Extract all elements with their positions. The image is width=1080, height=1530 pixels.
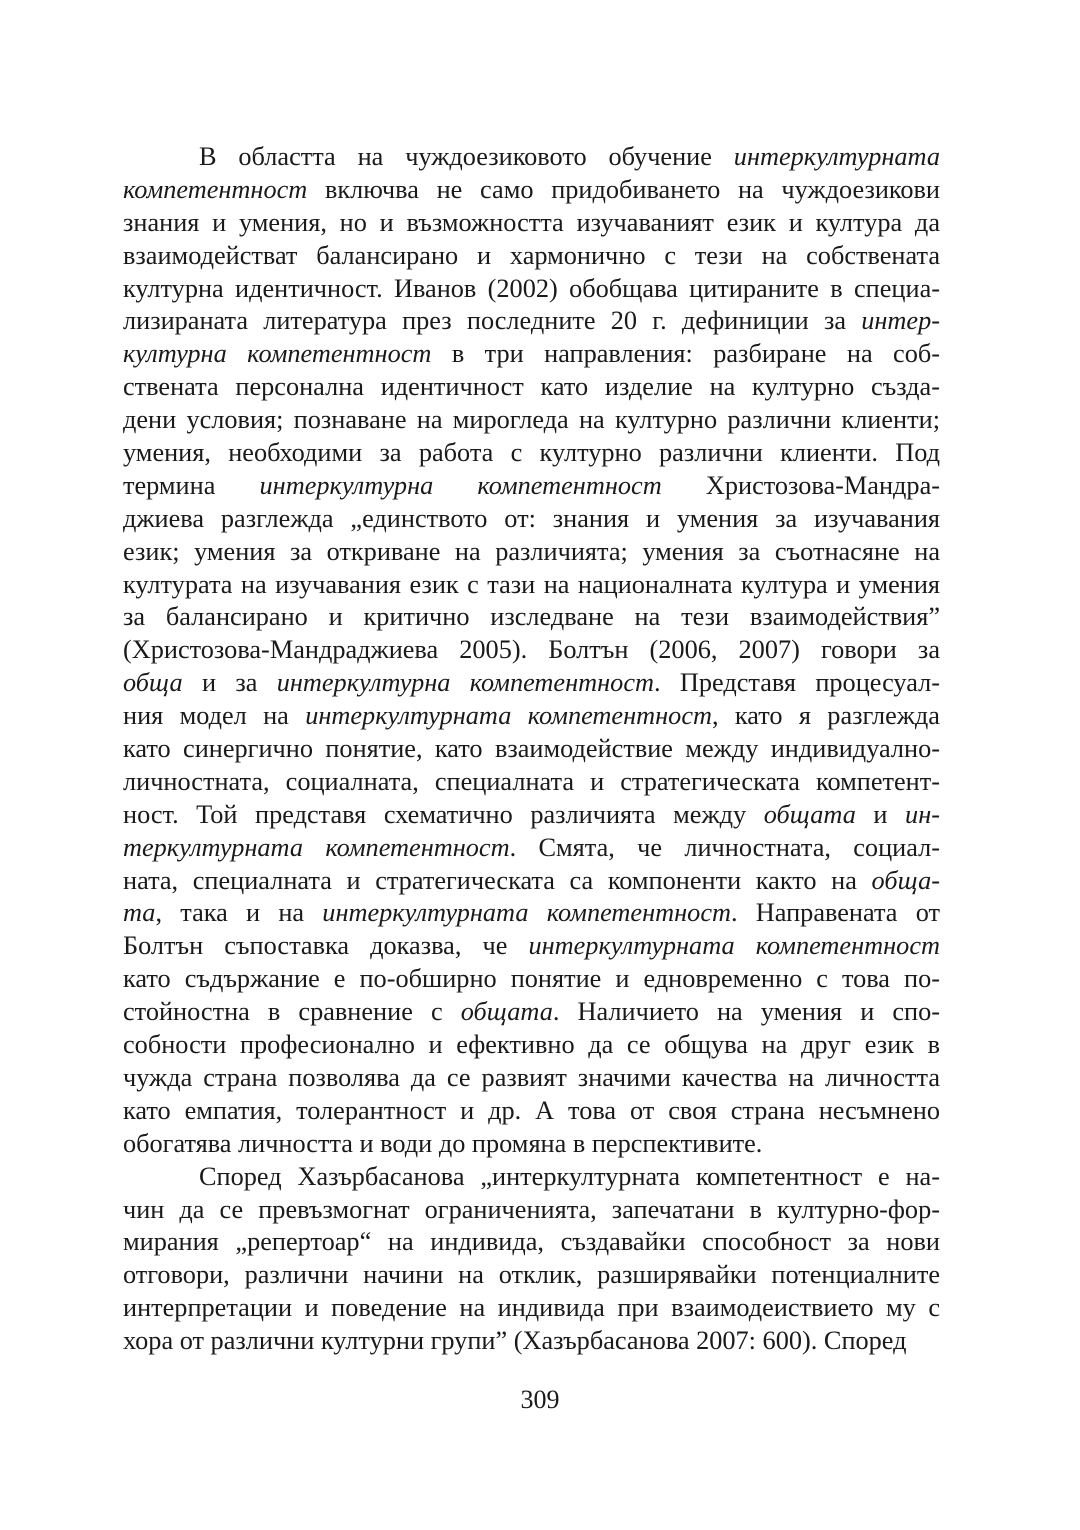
italic-term: та xyxy=(123,898,156,928)
text-line xyxy=(123,700,940,733)
paragraph-1 xyxy=(123,141,940,1161)
text-segment: като емпатия, толерантност и др. А това от своя страна несъмнено xyxy=(123,1095,940,1125)
text-segment: хора от различни културни групи” (Хазърбасанова 2007: 600). Според xyxy=(123,1326,907,1356)
italic-term: интеркултурната xyxy=(733,142,940,171)
text-segment: за балансирано и критично изследване на тези взаимодействия” xyxy=(123,602,940,632)
text-line xyxy=(123,601,940,634)
text-line xyxy=(123,1161,940,1194)
text-line xyxy=(123,799,940,832)
text-line xyxy=(123,1325,940,1358)
text-segment: умения, необходими за работа с културно различни клиенти. Под xyxy=(123,438,940,468)
italic-term: общата xyxy=(763,799,856,829)
italic-term: интеркултурна компетентност xyxy=(276,668,654,698)
italic-term: компетентност xyxy=(123,174,308,204)
italic-term: интеркултурната компетентност xyxy=(322,898,731,928)
text-line xyxy=(123,174,940,207)
text-segment: отговори, различни начини на отклик, разширявайки потенциалните xyxy=(123,1260,940,1290)
text-segment: език; умения за откриване на различията; умения за съотнасяне на xyxy=(123,536,940,566)
text-line xyxy=(123,1128,940,1161)
text-segment: . Направената от xyxy=(730,898,940,928)
text-line xyxy=(123,1259,940,1292)
text-line xyxy=(123,338,940,371)
text-line xyxy=(123,305,940,338)
text-segment: като синергично понятие, като взаимодействие между индивидуално- xyxy=(123,734,940,764)
text-segment: чин да се превъзмогнат ограниченията, запечатани в културно-фор- xyxy=(123,1194,940,1224)
text-segment: ния модел на xyxy=(123,701,306,731)
text-segment: Христозова-Мандра- xyxy=(661,470,941,500)
text-segment: включва не само придобиването на чуждоезикови xyxy=(307,174,940,204)
text-line xyxy=(123,273,940,306)
text-segment: джиева разглежда „единството от: знания и умения за изучавания xyxy=(123,503,940,533)
text-segment: чужда страна позволява да се развият значими качества на личността xyxy=(123,1062,940,1092)
text-line xyxy=(123,963,940,996)
text-line xyxy=(123,832,940,865)
text-segment: мирания „репертоар“ на индивида, създавайки способност за нови xyxy=(123,1227,940,1257)
text-segment: собности професионално и ефективно да се общува на друг език в xyxy=(123,1030,940,1060)
text-line xyxy=(123,1029,940,1062)
text-line xyxy=(123,536,940,569)
text-segment: В областта на чуждоезиковото обучение xyxy=(199,142,734,171)
text-segment: ност. Той представя схематично различията между xyxy=(123,799,764,829)
text-line xyxy=(123,1095,940,1128)
text-segment: . Наличието на умения и спо- xyxy=(552,997,940,1027)
text-line xyxy=(123,207,940,240)
text-line xyxy=(123,404,940,437)
text-segment: дени условия; познаване на мирогледа на културно различни клиенти; xyxy=(123,405,940,435)
text-segment: и за xyxy=(182,668,277,698)
text-segment: ствената персонална идентичност като изделие на културно създа- xyxy=(123,372,940,402)
italic-term: интеркултурната компетентност xyxy=(305,701,712,731)
italic-term: интеркултурна компетентност xyxy=(259,470,662,500)
text-line xyxy=(123,733,940,766)
text-line xyxy=(123,996,940,1029)
text-line xyxy=(123,667,940,700)
text-line xyxy=(123,930,940,963)
text-segment: знания и умения, но и възможността изучаваният език и култура да xyxy=(123,207,940,237)
italic-term: културна компетентност xyxy=(123,339,432,369)
text-segment: термина xyxy=(123,470,260,500)
text-segment: . Представя процесуал- xyxy=(654,668,940,698)
italic-term: общата xyxy=(460,997,553,1027)
text-line xyxy=(123,437,940,470)
text-line xyxy=(123,1292,940,1325)
text-line xyxy=(123,1194,940,1227)
text-segment: (Христозова-Мандраджиева 2005). Болтън (2006, 2007) говори за xyxy=(123,635,940,665)
text-segment: интерпретации и поведение на индивида при взаимодеиствието му с xyxy=(123,1293,940,1323)
text-line xyxy=(123,766,940,799)
text-line xyxy=(123,865,940,898)
text-segment: личностната, социалната, специалната и стратегическата компетент- xyxy=(123,766,940,796)
italic-term: обща xyxy=(123,668,183,698)
text-line xyxy=(123,634,940,667)
text-segment: , като я разглежда xyxy=(711,701,940,731)
text-segment: лизираната литература през последните 20 г. дефиниции за xyxy=(123,306,862,336)
text-segment: взаимодействат балансирано и хармонично с тези на собствената xyxy=(123,240,940,270)
italic-term: интеркултурната компетентност xyxy=(528,931,940,961)
page-number: 309 xyxy=(520,1385,560,1414)
text-line xyxy=(123,569,940,602)
text-line xyxy=(123,1226,940,1259)
text-line xyxy=(123,470,940,503)
text-segment: . Смята, че личностната, социал- xyxy=(509,832,941,862)
text-segment: културна идентичност. Иванов (2002) обобщава цитираните в специа- xyxy=(123,273,940,303)
text-segment: ната, специалната и стратегическата са компоненти както на xyxy=(123,865,872,895)
text-segment: културата на изучавания език с тази на националната култура и умения xyxy=(123,569,940,599)
text-line xyxy=(123,371,940,404)
italic-term: теркултурната компетентност xyxy=(123,832,510,862)
text-line xyxy=(123,141,940,174)
text-segment: и xyxy=(855,799,906,829)
text-line xyxy=(123,897,940,930)
text-segment: обогатява личността и води до промяна в перспективите. xyxy=(123,1128,763,1158)
text-line xyxy=(123,1062,940,1095)
italic-term: обща- xyxy=(871,865,940,895)
text-line xyxy=(123,503,940,536)
text-line xyxy=(123,240,940,273)
italic-term: ин- xyxy=(905,799,940,829)
text-segment: в три направления: разбиране на соб- xyxy=(431,339,940,369)
text-segment: стойностна в сравнение с xyxy=(123,997,461,1027)
italic-term: интер- xyxy=(861,306,940,336)
text-segment: , така и на xyxy=(155,898,323,928)
text-segment: Болтън съпоставка доказва, че xyxy=(123,931,529,961)
text-segment: като съдържание е по-обширно понятие и едновременно с това по- xyxy=(123,964,940,994)
paragraph-2 xyxy=(123,1161,940,1358)
text-segment: Според Хазърбасанова „интеркултурната компетентност е на- xyxy=(199,1161,940,1191)
body-text xyxy=(123,141,940,1358)
